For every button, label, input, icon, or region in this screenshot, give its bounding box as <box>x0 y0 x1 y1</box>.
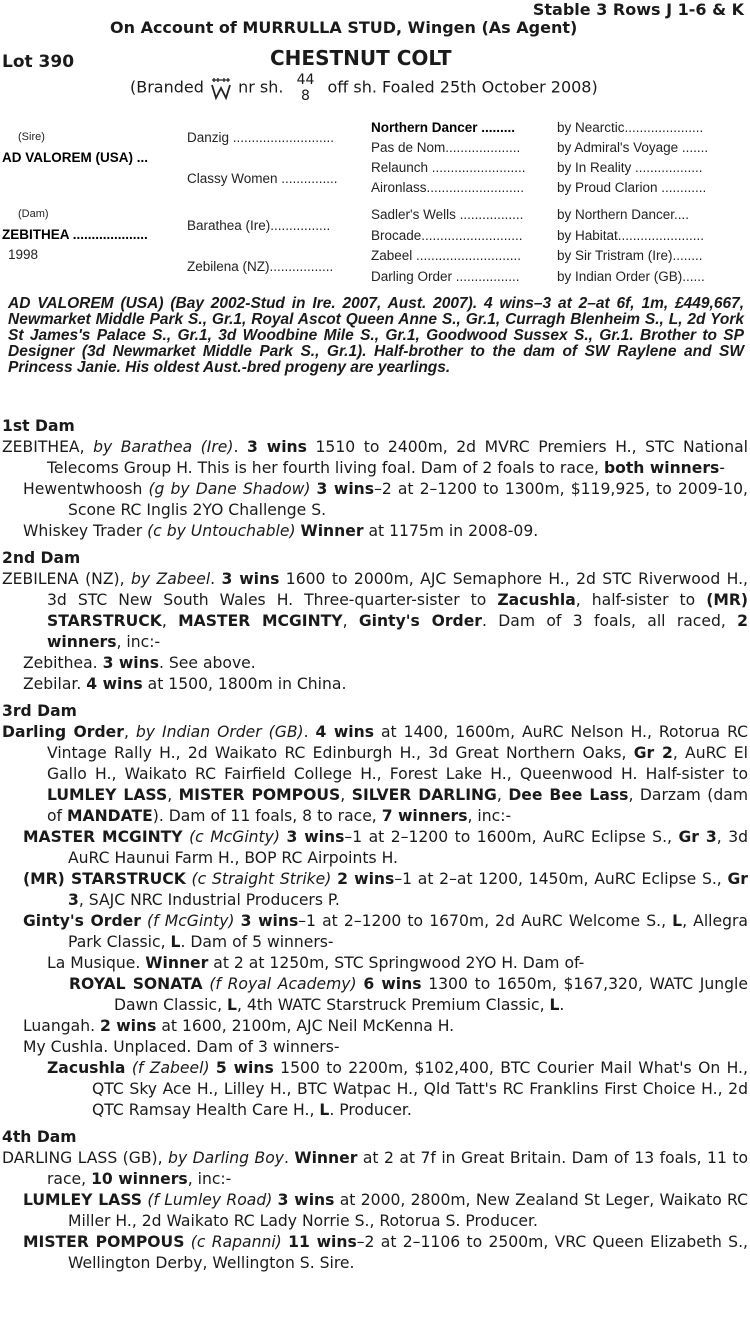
dam1-foal-2: Whiskey Trader (c by Untouchable) Winner at 1175m in 2008-09. <box>23 522 539 540</box>
dam3-foal-3-progeny-1: La Musique. Winner at 2 at 1250m, STC Springwood 2YO H. Dam of- <box>47 954 585 972</box>
dam1-entry: ZEBITHEA, by Barathea (Ire). 3 wins 1510 to 2400m, 2d MVRC Premiers H., STC National Telecoms Group H. This is her fourth living foal. Dam of 2 foals to race, both winners- <box>2 438 749 477</box>
stable-location: Stable 3 Rows J 1-6 & K <box>532 0 744 19</box>
brand-number <box>297 72 315 104</box>
sire-label: (Sire) <box>18 131 45 143</box>
section-3rd-dam: 3rd Dam <box>2 702 77 720</box>
gen4-2: by Admiral's Voyage ....... <box>557 140 709 155</box>
brand-number-top: 44 <box>296 72 315 88</box>
gen4-3: by In Reality .................. <box>557 160 703 175</box>
section-1st-dam: 1st Dam <box>2 417 75 435</box>
gen2-sire-sire: Danzig ........................... <box>187 130 335 145</box>
section-2nd-dam: 2nd Dam <box>2 549 81 567</box>
dam3-foal-4: Luangah. 2 wins at 1600, 2100m, AJC Neil McKenna H. <box>23 1017 455 1035</box>
gen4-8: by Indian Order (GB)...... <box>557 269 705 284</box>
gen4-7: by Sir Tristram (Ire)........ <box>557 248 703 263</box>
section-4th-dam: 4th Dam <box>2 1128 77 1146</box>
gen4-5: by Northern Dancer.... <box>557 207 690 222</box>
gen3-6: Brocade........................... <box>371 228 523 243</box>
brand-pre: (Branded <box>130 77 204 97</box>
brand-mid: nr sh. <box>238 77 284 97</box>
gen2-dam-dam: Zebilena (NZ)................. <box>187 259 334 274</box>
brand-post: off sh. Foaled 25th October 2008) <box>327 77 598 97</box>
gen3-7: Zabeel ............................ <box>371 248 522 263</box>
dam3-foal-5: My Cushla. Unplaced. Dam of 3 winners- <box>23 1038 340 1056</box>
gen4-4: by Proud Clarion ............ <box>557 180 707 195</box>
dam4-foal-2: MISTER POMPOUS (c Rapanni) 11 wins–2 at 2–1106 to 2500m, VRC Queen Elizabeth S., Wellington Derby, Wellington S. Sire. <box>23 1233 748 1272</box>
dam3-foal-1: MASTER MCGINTY (c McGinty) 3 wins–1 at 2–1200 to 1600m, AuRC Eclipse S., Gr 3, 3d AuRC Haunui Farm H., BOP RC Airpoints H. <box>23 828 749 867</box>
gen3-2: Pas de Nom.................... <box>371 140 521 155</box>
dam-label: (Dam) <box>18 208 49 220</box>
gen4-1: by Nearctic..................... <box>557 120 704 135</box>
dam3-entry: Darling Order, by Indian Order (GB). 4 wins at 1400, 1600m, AuRC Nelson H., Rotorua RC Vintage Rally H., 2d Waikato RC Edinburgh H., 3d Great Northern Oaks, Gr 2, AuRC El Gallo H., Waikato RC Fairfield College H., Forest Lake H., Queenwood H. Half-sister to LUMLEY LASS, MISTER POMPOUS, SILVER DARLING, Dee Bee Lass, Darzam (dam of MANDATE). Dam of 11 foals, 8 to race, 7 winners, inc:- <box>2 723 749 825</box>
gen3-4: Aironlass.......................... <box>371 180 525 195</box>
dam4-foal-1: LUMLEY LASS (f Lumley Road) 3 wins at 2000, 2800m, New Zealand St Leger, Waikato RC Miller H., 2d Waikato RC Lady Norrie S., Rotorua S. Producer. <box>23 1191 748 1230</box>
gen3-5: Sadler's Wells ................. <box>371 207 524 222</box>
brand-line <box>130 72 598 104</box>
brand-number-bottom: 8 <box>301 88 310 104</box>
brand-mark-icon <box>209 77 233 99</box>
dam-name: ZEBITHEA .................... <box>2 227 148 242</box>
gen2-sire-dam: Classy Women ............... <box>187 171 338 186</box>
gen3-1: Northern Dancer ......... <box>371 120 516 135</box>
dam3-foal-3: Ginty's Order (f McGinty) 3 wins–1 at 2–1200 to 1670m, 2d AuRC Welcome S., L, Allegra Park Classic, L. Dam of 5 winners- <box>23 912 748 951</box>
dam2-entry: ZEBILENA (NZ), by Zabeel. 3 wins 1600 to 2000m, AJC Semaphore H., 2d STC Riverwood H., 3d STC New South Wales H. Three-quarter-sister to Zacushla, half-sister to (MR) STARSTRUCK, MASTER MCGINTY, Ginty's Order. Dam of 3 foals, all raced, 2 winners, inc:- <box>2 570 749 651</box>
dam3-foal-5-progeny-1: Zacushla (f Zabeel) 5 wins 1500 to 2200m, $102,400, BTC Courier Mail What's On H., QTC Sky Ace H., Lilley H., BTC Watpac H., Qld Tatt's RC Franklins First Choice H., 2d QTC Ramsay Health Care H., L. Producer. <box>47 1059 748 1119</box>
sire-name: AD VALOREM (USA) ... <box>2 150 148 165</box>
lot-title: CHESTNUT COLT <box>270 46 452 70</box>
dam3-foal-2: (MR) STARSTRUCK (c Straight Strike) 2 wins–1 at 2–at 1200, 1450m, AuRC Eclipse S., Gr 3, SAJC NRC Industrial Producers P. <box>23 870 748 909</box>
dam2-foal-2: Zebilar. 4 wins at 1500, 1800m in China. <box>23 675 347 693</box>
vendor-account: On Account of MURRULLA STUD, Wingen (As Agent) <box>110 18 578 37</box>
dam4-entry: DARLING LASS (GB), by Darling Boy. Winner at 2 at 7f in Great Britain. Dam of 13 foals, 11 to race, 10 winners, inc:- <box>2 1149 748 1188</box>
gen4-6: by Habitat....................... <box>557 228 705 243</box>
gen3-8: Darling Order ................. <box>371 269 520 284</box>
sire-description: AD VALOREM (USA) (Bay 2002-Stud in Ire. 2007, Aust. 2007). 4 wins–3 at 2–at 6f, 1m, £449,667, Newmarket Middle Park S., Gr.1, Royal Ascot Queen Anne S., Gr.1, Curragh Blenheim S., L, 2d York St James's Palace S., Gr.1, 3d Woodbine Mile S., Gr.1, Goodwood Sussex S., Gr.1. Brother to SP Designer (3d Newmarket Middle Park S., Gr.1). Half-brother to the dam of SW Raylene and SW Princess Janie. His oldest Aust.-bred progeny are yearlings. <box>8 295 744 376</box>
dam1-foal-1: Hewentwhoosh (g by Dane Shadow) 3 wins–2 at 2–1200 to 1300m, $119,925, to 2009-10, Scone RC Inglis 2YO Challenge S. <box>23 480 748 519</box>
gen3-3: Relaunch ......................... <box>371 160 526 175</box>
dam-year: 1998 <box>8 247 39 262</box>
family-history <box>2 414 748 1274</box>
dam2-foal-1: Zebithea. 3 wins. See above. <box>23 654 256 672</box>
dam3-foal-3-progeny-2: ROYAL SONATA (f Royal Academy) 6 wins 1300 to 1650m, $167,320, WATC Jungle Dawn Classic, L, 4th WATC Starstruck Premium Classic, L. <box>69 975 748 1014</box>
lot-number: Lot 390 <box>2 52 75 72</box>
gen2-dam-sire: Barathea (Ire)................ <box>187 218 331 233</box>
